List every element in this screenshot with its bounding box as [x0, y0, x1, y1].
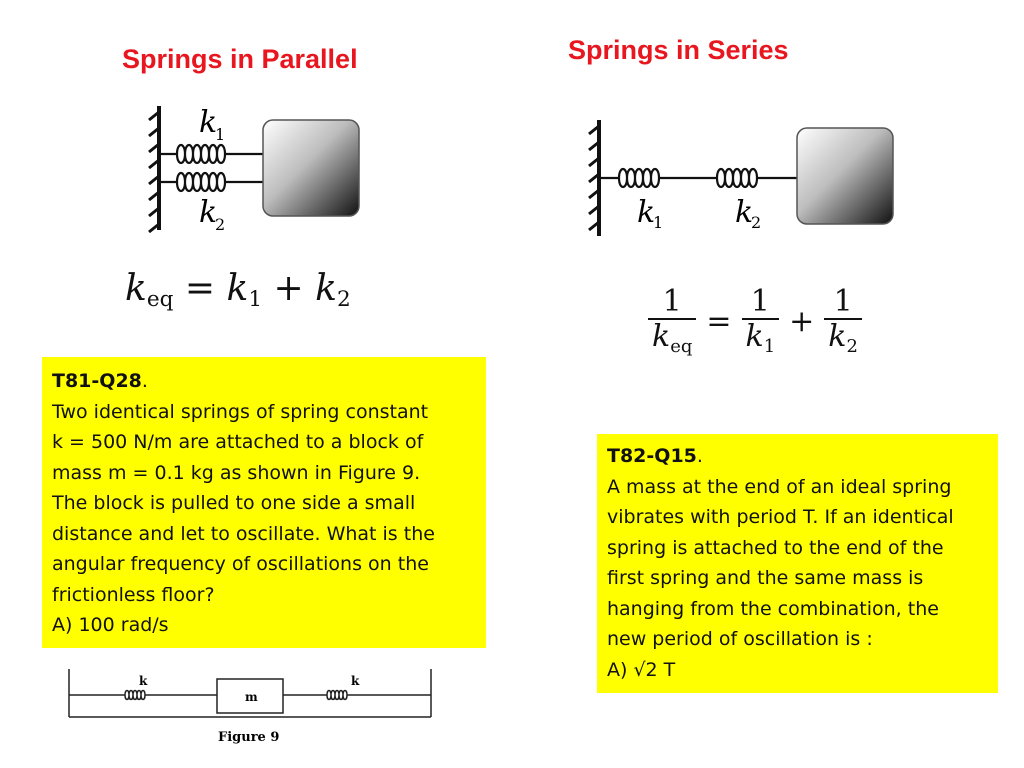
- series-title: Springs in Series: [568, 35, 789, 65]
- left-spring: [69, 691, 217, 700]
- label-right-k: k: [351, 674, 360, 688]
- label-k1: k: [637, 195, 656, 230]
- mass-block: [263, 120, 359, 216]
- label-k2-sub: 2: [751, 213, 762, 232]
- fraction-k2: [824, 286, 862, 356]
- figure-caption: Figure 9: [218, 730, 280, 745]
- right-spring: [283, 691, 431, 700]
- equals-sign: =: [184, 268, 216, 309]
- label-m: m: [245, 690, 258, 704]
- question-line: frictionless floor?: [52, 583, 215, 606]
- question-box-t82-q15: [597, 434, 998, 693]
- fraction-k1: [742, 286, 780, 356]
- wall: [149, 106, 159, 232]
- question-line: new period of oscillation is :: [607, 628, 873, 650]
- numerator: 1: [662, 284, 682, 319]
- question-line: Two identical springs of spring constant: [52, 400, 429, 423]
- spring-k2: [159, 173, 263, 191]
- denominator: $k_1$: [742, 318, 780, 357]
- question-line: mass m = 0.1 kg as shown in Figure 9.: [52, 461, 421, 484]
- fraction-keq: [648, 286, 696, 356]
- series-formula: [648, 286, 862, 356]
- question-line: vibrates with period T. If an identical: [607, 506, 954, 528]
- parallel-title: Springs in Parallel: [122, 44, 358, 74]
- question-line: k = 500 N/m are attached to a block of: [52, 431, 424, 453]
- parallel-formula: [125, 268, 351, 312]
- question-line: angular frequency of oscillations on the: [52, 553, 429, 575]
- label-k2: k: [735, 195, 754, 230]
- numerator: 1: [750, 284, 770, 319]
- spring-k2: [707, 169, 797, 187]
- keq: k: [125, 268, 147, 309]
- question-line: A mass at the end of an ideal spring: [607, 475, 952, 498]
- label-k1-sub: 1: [215, 125, 226, 144]
- k2: k: [315, 268, 337, 309]
- question-id: T81-Q28: [52, 370, 142, 392]
- parallel-springs-diagram: [145, 100, 370, 240]
- question-id-line: T82-Q15.: [607, 445, 703, 467]
- label-k2-sub: 2: [215, 215, 226, 234]
- plus-sign: +: [273, 268, 304, 309]
- wall: [589, 120, 599, 236]
- label-k1-sub: 1: [653, 213, 664, 232]
- figure-9: [65, 665, 437, 747]
- spring-k1: [599, 169, 707, 187]
- answer-line: A) 100 rad/s: [52, 614, 169, 636]
- question-line: distance and let to oscillate. What is the: [52, 522, 435, 545]
- spring-k1: [159, 145, 263, 163]
- label-k1: k: [199, 105, 218, 140]
- question-box-t81-q28: [42, 357, 486, 648]
- mass-block: [797, 128, 893, 224]
- k2-sub: 2: [337, 287, 351, 312]
- keq-sub: eq: [146, 287, 174, 312]
- plus-sign: +: [789, 303, 815, 339]
- question-line: spring is attached to the end of the: [607, 536, 944, 559]
- question-line: first spring and the same mass is: [607, 567, 924, 589]
- question-line: The block is pulled to one side a small: [52, 492, 416, 514]
- label-k2: k: [199, 195, 218, 230]
- equals-sign: =: [706, 303, 732, 339]
- k1-sub: 1: [248, 287, 263, 312]
- question-line: hanging from the combination, the: [607, 597, 939, 620]
- numerator: 1: [833, 284, 853, 319]
- question-id-line: T81-Q28.: [52, 370, 148, 392]
- question-id: T82-Q15: [607, 445, 697, 467]
- series-springs-diagram: [585, 118, 900, 243]
- denominator: $k_2$: [824, 318, 862, 357]
- answer-line: A) √2 T: [607, 658, 676, 681]
- k1: k: [226, 268, 249, 309]
- label-left-k: k: [139, 674, 148, 688]
- denominator: $k_{eq}$: [648, 318, 696, 357]
